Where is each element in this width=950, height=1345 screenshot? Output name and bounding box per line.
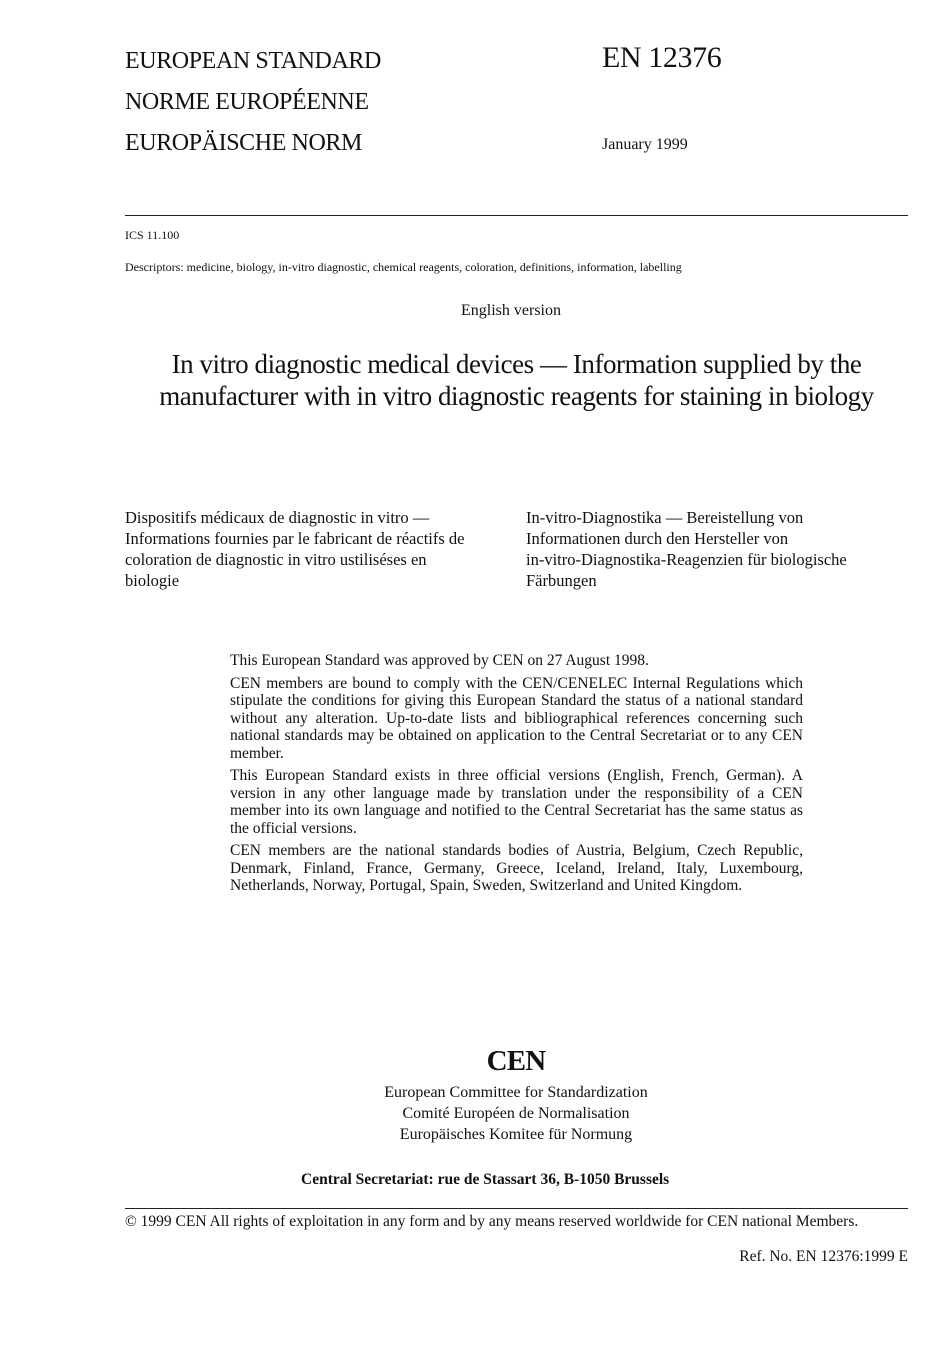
central-secretariat: Central Secretariat: rue de Stassart 36, B-1050 Brussels [301,1171,670,1188]
german-title-line: In-vitro-Diagnostika — Bereistellung von [526,508,804,527]
descriptors: Descriptors: medicine, biology, in-vitro diagnostic, chemical reagents, coloration, definitions, information, labelling [125,260,682,274]
german-title-line: Informationen durch den Hersteller von [526,529,789,548]
approval-statement [230,652,803,900]
header-europaische-norm: EUROPÄISCHE NORM [125,130,362,156]
reference-number: Ref. No. EN 12376:1999 E [739,1248,908,1265]
french-title-line: biologie [125,571,180,590]
body-paragraph: This European Standard was approved by CEN on 27 August 1998. [230,652,649,669]
publication-date: January 1999 [602,136,688,153]
body-paragraph: CEN members are bound to comply with the CEN/CENELEC Internal Regulations which stipulate the conditions for giving this European Standard the status of a national standard without any alteration. Up-to-date lists and bibliographical references concerning such national standards may be obtained on application to the Central Secretariat or to any CEN member. [230,674,803,762]
cen-logo: CEN [486,1045,546,1077]
organization-name: European Committee for Standardization [384,1084,648,1101]
organization-name: Europäisches Komitee für Normung [399,1126,633,1143]
title-line: manufacturer with in vitro diagnostic reagents for staining in biology [159,381,874,411]
organization-name: Comité Européen de Normalisation [402,1105,630,1122]
copyright-notice: © 1999 CEN All rights of exploitation in any form and by any means reserved worldwide for CEN national Members. [125,1213,859,1230]
body-paragraph: CEN members are the national standards bodies of Austria, Belgium, Czech Republic, Denmark, Finland, France, Germany, Greece, Iceland, Ireland, Italy, Luxembourg, Netherlands, Norway, Portugal, Spain, Sweden, Switzerland and United Kingdom. [230,842,803,894]
body-paragraph: This European Standard exists in three official versions (English, French, German). A version in any other language made by translation under the responsibility of a CEN member into its own language and notified to the Central Secretariat has the same status as the official versions. [230,767,803,837]
french-title-line: Informations fournies par le fabricant de réactifs de [125,529,465,548]
footer-rule [125,1208,908,1209]
french-title-line: coloration de diagnostic in vitro ustiliséses en [125,550,427,569]
header-norme-europeenne: NORME EUROPÉENNE [125,89,369,115]
header-european-standard: EUROPEAN STANDARD [125,48,381,74]
language-version: English version [461,302,561,319]
german-title-line: in-vitro-Diagnostika-Reagenzien für biologische [526,550,847,569]
german-title [526,507,847,591]
header-rule [125,215,908,216]
french-title [125,507,464,591]
ics-code: ICS 11.100 [125,228,180,242]
title-line: In vitro diagnostic medical devices — Information supplied by the [171,349,862,379]
organization-names [316,1082,716,1145]
german-title-line: Färbungen [526,571,597,590]
document-title [110,348,923,412]
french-title-line: Dispositifs médicaux de diagnostic in vitro — [125,508,430,527]
standard-number: EN 12376 [602,41,722,74]
